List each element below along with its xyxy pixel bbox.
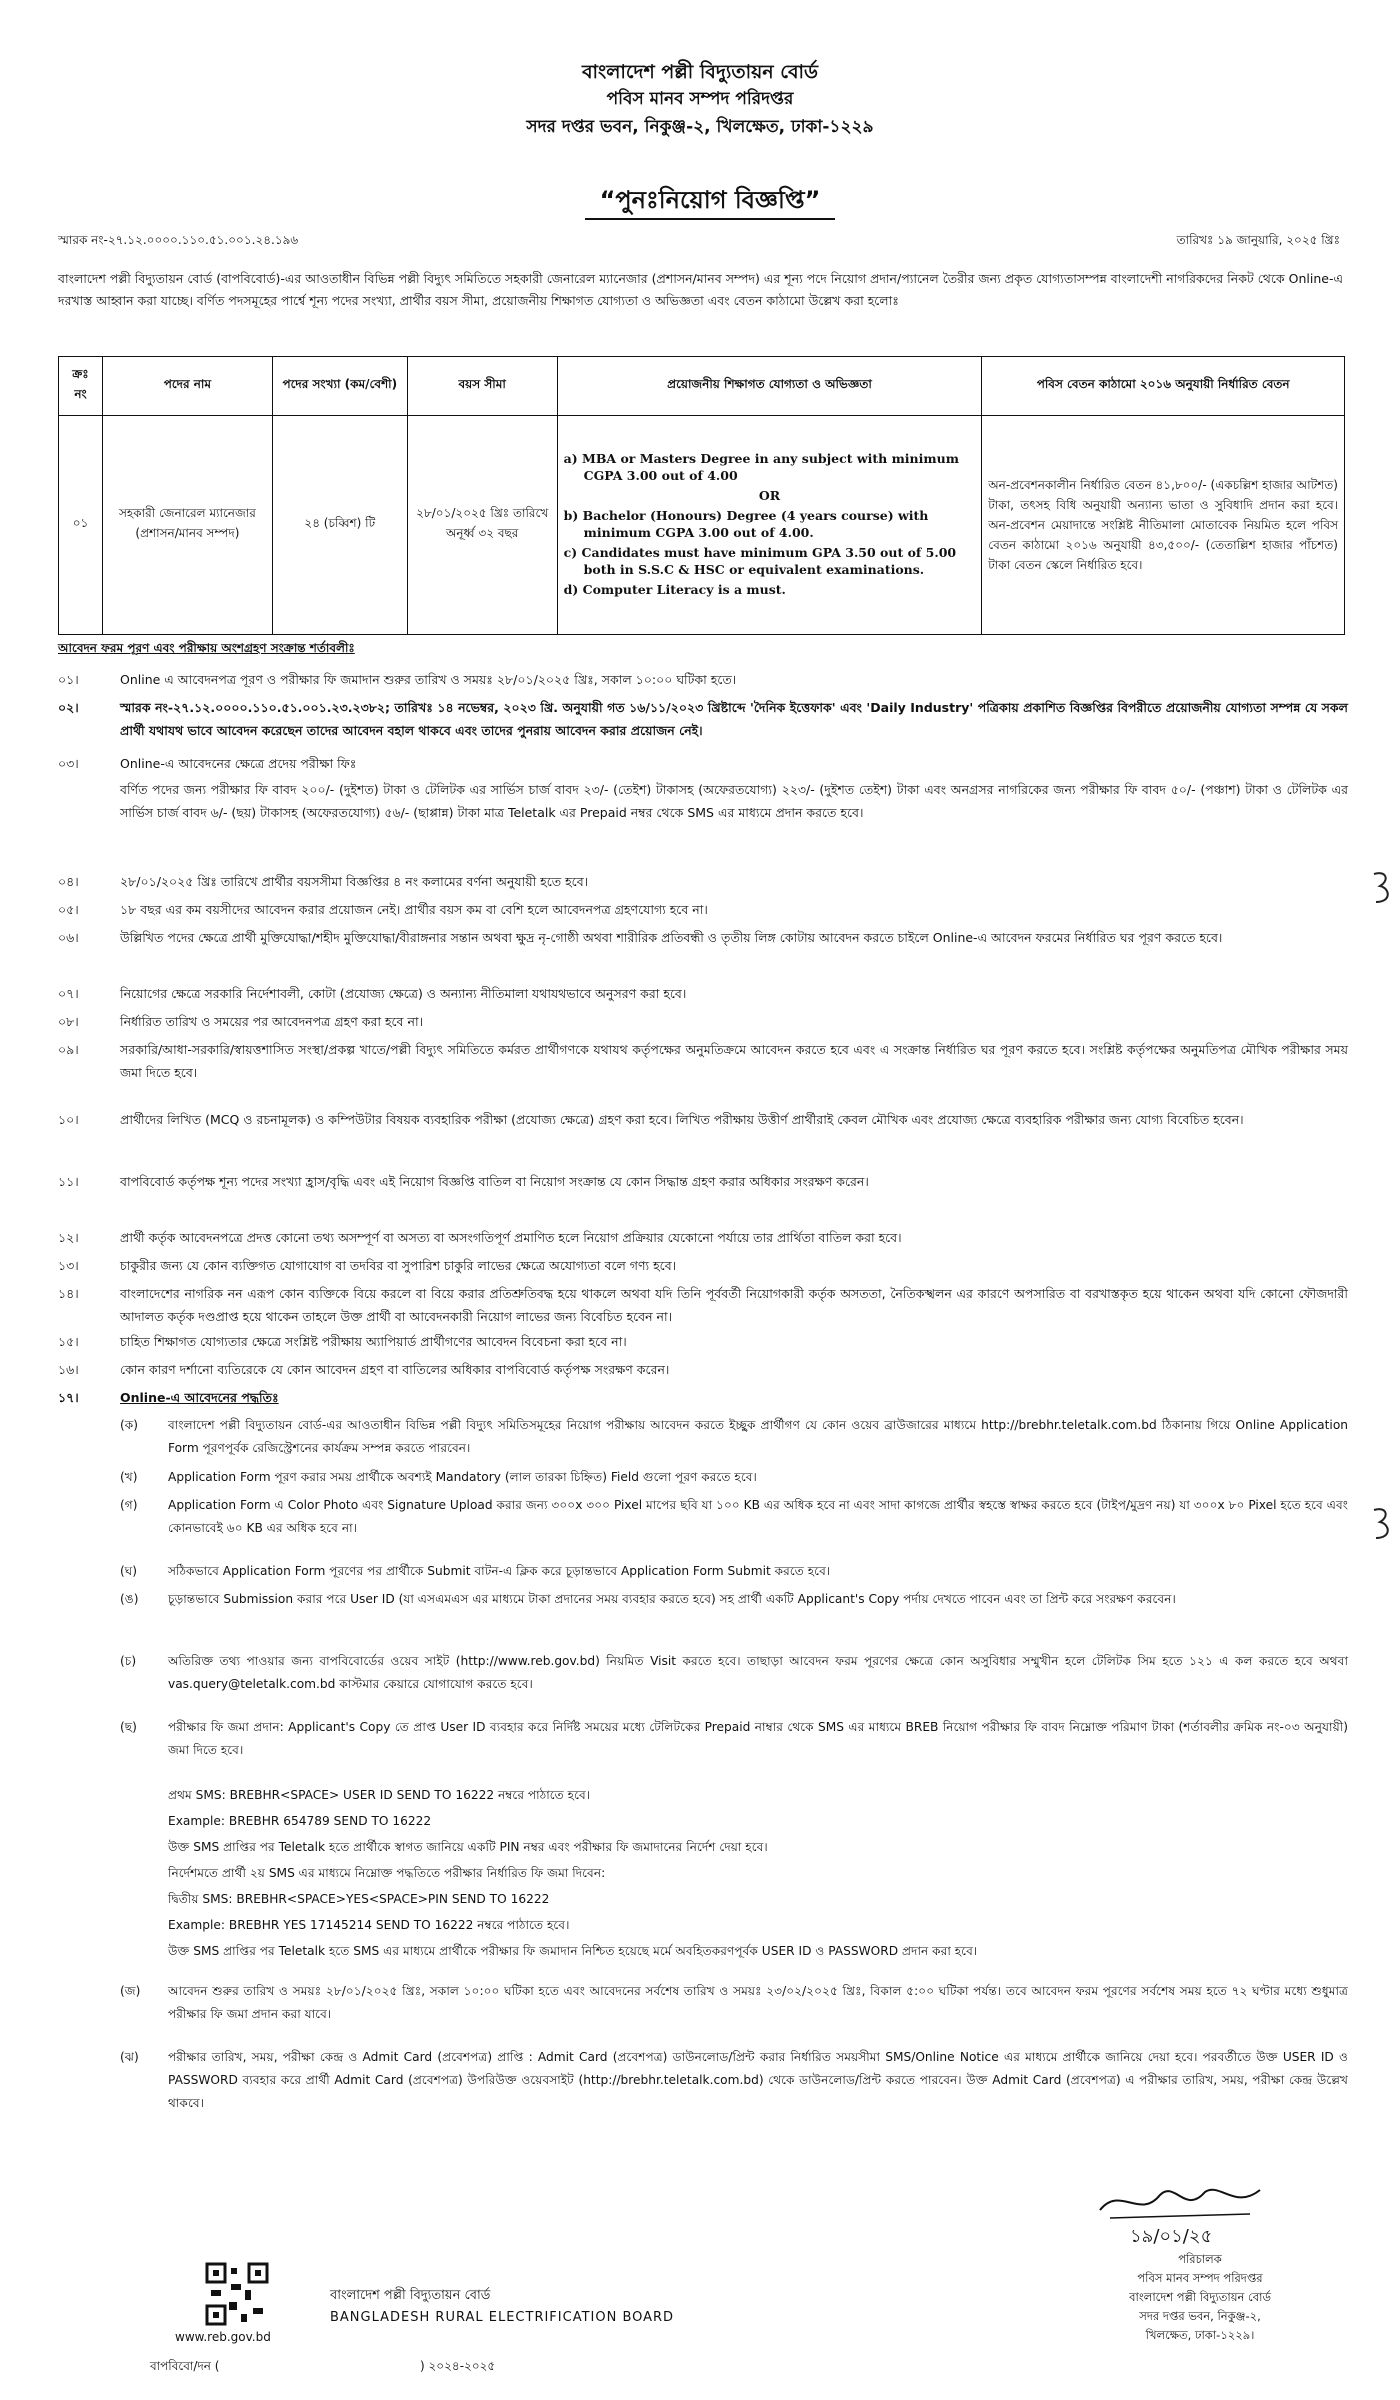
condition-item <box>58 1254 1348 1277</box>
signatory-organization: বাংলাদেশ পল্লী বিদ্যুতায়ন বোর্ড <box>1129 2290 1271 2304</box>
condition-number: ০৯। <box>58 1042 79 1057</box>
procedure-text: অতিরিক্ত তথ্য পাওয়ার জন্য বাপবিবোর্ডের ওয়েব সাইট (http://www.reb.gov.bd) নিয়মিত Visit করতে হবে। তাছাড়া আবেদন ফরম পূরণের ক্ষেত্রে কোন অসুবিধার সম্মুখীন হলে টেলিটক সিম হতে ১২১ এ কল করতে হবে অথবা vas.query@teletalk.com.bd কাস্টমার কেয়ারে যোগাযোগ করতে হবে। <box>168 1654 1348 1691</box>
condition-item <box>58 870 1348 893</box>
condition-number: ১৬। <box>58 1362 79 1377</box>
footer-website: www.reb.gov.bd <box>175 2330 271 2344</box>
condition-number: ১১। <box>58 1174 79 1189</box>
notice-title: “পুনঃনিয়োগ বিজ্ঞপ্তি” <box>599 186 821 214</box>
condition-number: ১০। <box>58 1112 79 1127</box>
condition-item <box>58 982 1348 1005</box>
condition-text: উল্লিখিত পদের ক্ষেত্রে প্রার্থী মুক্তিযোদ্ধা/শহীদ মুক্তিযোদ্ধা/বীরাঙ্গনার সন্তান অথবা ক্ষুদ্র নৃ-গোষ্ঠী অথবা শারীরিক প্রতিবন্ধী ও তৃতীয় লিঙ্গ কোটায় আবেদন করতে চাইলে Online-এ আবেদন ফরমের নির্ধারিত ঘর পূরণ করতে হবে। <box>120 930 1223 945</box>
condition-text: Online এ আবেদনপত্র পূরণ ও পরীক্ষার ফি জমাদান শুরুর তারিখ ও সময়ঃ ২৮/০১/২০২৫ খ্রিঃ, সকাল ১০:০০ ঘটিকা হতে। <box>120 672 737 687</box>
condition-number: ০৬। <box>58 930 79 945</box>
procedure-number: (খ) <box>120 1470 138 1484</box>
condition-item <box>58 778 1348 824</box>
condition-number: ০১। <box>58 672 79 687</box>
procedure-item <box>120 1980 1348 2026</box>
procedure-item <box>120 1888 1348 1911</box>
signature-mark <box>1090 2180 1270 2250</box>
condition-text: প্রার্থী কর্তৃক আবেদনপত্রে প্রদত্ত কোনো তথ্য অসম্পূর্ণ বা অসত্য বা অসংগতিপূর্ণ প্রমাণিত হলে নিয়োগ প্রক্রিয়ার যেকোনো পর্যায়ে তার প্রার্থিতা বাতিল করা হবে। <box>120 1230 902 1245</box>
condition-text: ১৮ বছর এর কম বয়সীদের আবেদন করার প্রয়োজন নেই। প্রার্থীর বয়স কম বা বেশি হলে আবেদনপত্র গ্রহণযোগ্য হবে না। <box>120 902 708 917</box>
condition-number: ১৫। <box>58 1334 79 1349</box>
procedure-item <box>120 1836 1348 1859</box>
cell-age-limit: ২৮/০১/২০২৫ খ্রিঃ তারিখে অনূর্ধ্ব ৩২ বছর <box>407 416 557 635</box>
procedure-number: (ঝ) <box>120 2050 139 2064</box>
condition-item <box>58 1170 1348 1193</box>
condition-text: বর্ণিত পদের জন্য পরীক্ষার ফি বাবদ ২০০/- (দুইশত) টাকা ও টেলিটক এর সার্ভিস চার্জ বাবদ ২৩/- (তেইশ) টাকাসহ (অফেরতযোগ্য) ২২৩/- (দুইশত তেইশ) টাকা এবং অনগ্রসর নাগরিকের জন্য পরীক্ষার ফি বাবদ ৫০/- (পঞ্চাশ) টাকা ও টেলিটক এর সার্ভিস চার্জ বাবদ ৬/- (ছয়) টাকাসহ (অফেরতযোগ্য) ৫৬/- (ছাপ্পান্ন) টাকা মাত্র Teletalk এর Prepaid নম্বর থেকে SMS এর মাধ্যমে প্রদান করতে হবে। <box>120 782 1348 820</box>
procedure-number: (ছ) <box>120 1720 137 1734</box>
condition-text: প্রার্থীদের লিখিত (MCQ ও রচনামূলক) ও কম্পিউটার বিষয়ক ব্যবহারিক পরীক্ষা (প্রযোজ্য ক্ষেত্রে) গ্রহণ করা হবে। লিখিত পরীক্ষায় উত্তীর্ণ প্রার্থীরাই কেবল মৌখিক এবং প্রযোজ্য ক্ষেত্রে ব্যবহারিক পরীক্ষার জন্য যোগ্য বিবেচিত হবেন। <box>120 1112 1244 1127</box>
cell-serial: ০১ <box>59 416 103 635</box>
condition-text: স্মারক নং-২৭.১২.০০০০.১১০.৫১.০০১.২৩.২৩৮২; তারিখঃ ১৪ নভেম্বর, ২০২৩ খ্রি. অনুযায়ী গত ১৬/১১/২০২৩ খ্রিষ্টাব্দে 'দৈনিক ইত্তেফাক' এবং 'Daily Industry' পত্রিকায় প্রকাশিত বিজ্ঞপ্তির বিপরীতে প্রয়োজনীয় যোগ্যতা সম্পন্ন যে সকল প্রার্থী যথাযথ ভাবে আবেদন করেছেন তাদের আবেদন বহাল থাকবে এবং তাদের পুনরায় আবেদন করার প্রয়োজন নেই। <box>120 700 1348 738</box>
procedure-item <box>120 1650 1348 1696</box>
procedure-text: পরীক্ষার ফি জমা প্রদান: Applicant's Copy তে প্রাপ্ত User ID ব্যবহার করে নির্দিষ্ট সময়ের মধ্যে টেলিটকের Prepaid নাম্বার থেকে SMS এর মাধ্যমে BREB নিয়োগ পরীক্ষার ফি বাবদ নিম্নোক্ত পরিমাণ টাকা (শর্তাবলীর ক্রমিক নং-০৩ অনুযায়ী) জমা দিতে হবে। <box>168 1720 1348 1757</box>
procedure-heading: Online-এ আবেদনের পদ্ধতিঃ <box>120 1390 279 1405</box>
condition-text: সরকারি/আধা-সরকারি/স্বায়ত্তশাসিত সংস্থা/প্রকল্প খাতে/পল্লী বিদ্যুৎ সমিতিতে কর্মরত প্রার্থীগণকে যথাযথ কর্তৃপক্ষের অনুমতিক্রমে আবেদন করতে হবে এবং এ সংক্রান্ত নির্ধারিত ঘর পূরণ করতে হবে। সংশ্লিষ্ট কর্তৃপক্ষের অনুমতিপত্র মৌখিক পরীক্ষার সময় জমা দিতে হবে। <box>120 1042 1348 1080</box>
sms-example: Example: BREBHR YES 17145214 SEND TO 16222 নম্বরে পাঠাতে হবে। <box>168 1918 570 1932</box>
qr-code-icon <box>205 2262 269 2326</box>
condition-item <box>58 1330 1348 1353</box>
footer-reference-label: বাপবিবো/দন ( <box>150 2359 220 2373</box>
procedure-number: (জ) <box>120 1984 141 1998</box>
sms-example: Example: BREBHR 654789 SEND TO 16222 <box>168 1814 432 1828</box>
sms-step: প্রথম SMS: BREBHR<SPACE> USER ID SEND TO 16222 নম্বরে পাঠাতে হবে। <box>168 1788 591 1802</box>
condition-number: ১৩। <box>58 1258 79 1273</box>
condition-item <box>58 696 1348 742</box>
cell-salary: অন-প্রবেশনকালীন নির্ধারিত বেতন ৪১,৮০০/- (একচল্লিশ হাজার আটশত) টাকা, তৎসহ বিধি অনুযায়ী অন্যান্য ভাতা ও সুবিধাদি প্রদান করা হবে। অন-প্রবেশন মেয়াদান্তে সংশ্লিষ্ট নীতিমালা মোতাবেক নিয়মিত হলে পবিস বেতন কাঠামো ২০১৬ অনুযায়ী ৪৩,৫০০/- (তেতাল্লিশ হাজার পাঁচশত) টাকা বেতন স্কেলে নির্ধারিত হবে। <box>982 416 1345 635</box>
procedure-text: Application Form পূরণ করার সময় প্রার্থীকে অবশ্যই Mandatory (লাল তারকা চিহ্নিত) Field গুলো পূরণ করতে হবে। <box>168 1470 757 1484</box>
title-underline <box>585 218 835 220</box>
col-post-count: পদের সংখ্যা (কম/বেশী) <box>272 357 407 416</box>
procedure-item <box>120 1560 1348 1583</box>
condition-text: ২৮/০১/২০২৫ খ্রিঃ তারিখে প্রার্থীর বয়সসীমা বিজ্ঞপ্তির ৪ নং কলামের বর্ণনা অনুযায়ী হতে হবে। <box>120 874 589 889</box>
procedure-item <box>120 1784 1348 1807</box>
condition-item <box>58 1038 1348 1084</box>
condition-text: চাহিত শিক্ষাগত যোগ্যতার ক্ষেত্রে সংশ্লিষ্ট পরীক্ষায় অ্যাপিয়ার্ড প্রার্থীগণের আবেদন বিবেচনা করা হবে না। <box>120 1334 627 1349</box>
procedure-item <box>120 1466 1348 1489</box>
address-heading: সদর দপ্তর ভবন, নিকুঞ্জ-২, খিলক্ষেত, ঢাকা-১২২৯ <box>526 117 874 137</box>
procedure-number: (ক) <box>120 1418 139 1432</box>
condition-text: নিয়োগের ক্ষেত্রে সরকারি নির্দেশাবলী, কোটা (প্রযোজ্য ক্ষেত্রে) ও অন্যান্য নীতিমালা যথাযথভাবে অনুসরণ করা হবে। <box>120 986 687 1001</box>
procedure-item <box>120 1940 1348 1963</box>
condition-item <box>58 668 1348 691</box>
procedure-item <box>120 1414 1348 1460</box>
condition-item <box>58 1282 1348 1328</box>
sms-step: দ্বিতীয় SMS: BREBHR<SPACE>YES<SPACE>PIN SEND TO 16222 <box>168 1892 550 1906</box>
qualification-item: c) Candidates must have minimum GPA 3.50 out of 5.00 both in S.S.C & HSC or equivalent examinations. <box>563 544 957 577</box>
condition-number: ০৫। <box>58 902 79 917</box>
condition-number: ০৪। <box>58 874 79 889</box>
col-salary: পবিস বেতন কাঠামো ২০১৬ অনুযায়ী নির্ধারিত বেতন <box>982 357 1345 416</box>
condition-text: বাপবিবোর্ড কর্তৃপক্ষ শূন্য পদের সংখ্যা হ্রাস/বৃদ্ধি এবং এই নিয়োগ বিজ্ঞপ্তি বাতিল বা নিয়োগ সংক্রান্ত যে কোন সিদ্ধান্ত গ্রহণ করার অধিকার সংরক্ষণ করেন। <box>120 1174 869 1189</box>
signatory-address: সদর দপ্তর ভবন, নিকুঞ্জ-২, <box>1139 2309 1261 2323</box>
col-qualification: প্রয়োজনীয় শিক্ষাগত যোগ্যতা ও অভিজ্ঞতা <box>557 357 982 416</box>
procedure-text: আবেদন শুরুর তারিখ ও সময়ঃ ২৮/০১/২০২৫ খ্রিঃ, সকাল ১০:০০ ঘটিকা হতে এবং আবেদনের সর্বশেষ তারিখ ও সময়ঃ ২৩/০২/২০২৫ খ্রিঃ, বিকাল ৫:০০ ঘটিকা পর্যন্ত। তবে আবেদন ফরম পূরণের সর্বশেষ সময় হতে ৭২ ঘণ্টার মধ্যে শুধুমাত্র পরীক্ষার ফি জমা প্রদান করা যাবে। <box>168 1984 1348 2021</box>
conditions-heading: আবেদন ফরম পূরণ এবং পরীক্ষায় অংশগ্রহণ সংক্রান্ত শর্তাবলীঃ <box>58 641 355 655</box>
col-serial: ক্রঃ নং <box>59 357 103 416</box>
condition-number: ০৭। <box>58 986 79 1001</box>
footer-reference-year: ) ২০২৪-২০২৫ <box>420 2359 496 2373</box>
condition-item <box>58 1108 1348 1131</box>
signatory-block <box>1070 2250 1330 2345</box>
footer-org-bangla: বাংলাদেশ পল্লী বিদ্যুতায়ন বোর্ড <box>330 2288 491 2303</box>
cell-qualification <box>557 416 982 635</box>
signatory-address: খিলক্ষেত, ঢাকা-১২২৯। <box>1145 2328 1255 2342</box>
table-header-row <box>59 357 1345 416</box>
cell-post-count: ২৪ (চব্বিশ) টি <box>272 416 407 635</box>
procedure-item <box>120 1716 1348 1762</box>
department-heading: পবিস মানব সম্পদ পরিদপ্তর <box>606 89 794 109</box>
procedure-text: বাংলাদেশ পল্লী বিদ্যুতায়ন বোর্ড-এর আওতাধীন বিভিন্ন পল্লী বিদ্যুৎ সমিতিসমূহের নিয়োগ পরীক্ষায় আবেদন করতে ইচ্ছুক প্রার্থীগণ যে কোন ওয়েব ব্রাউজারের মাধ্যমে http://brebhr.teletalk.com.bd ঠিকানায় গিয়ে Online Application Form পূরণপূর্বক রেজিস্ট্রেশনের কার্যক্রম সম্পন্ন করতে পারবেন। <box>168 1418 1348 1455</box>
margin-initial-mark <box>1370 1504 1396 1544</box>
condition-item <box>58 1226 1348 1249</box>
procedure-item <box>120 1810 1348 1833</box>
col-age-limit: বয়স সীমা <box>407 357 557 416</box>
procedure-item <box>120 1588 1348 1611</box>
condition-item <box>58 1358 1348 1381</box>
signatory-designation: পরিচালক <box>1178 2252 1222 2266</box>
procedure-text: উক্ত SMS প্রাপ্তির পর Teletalk হতে প্রার্থীকে স্বাগত জানিয়ে একটি PIN নম্বর এবং পরীক্ষার ফি জমাদানের নির্দেশ দেয়া হবে। <box>168 1840 768 1854</box>
table-row <box>59 416 1345 635</box>
margin-initial-mark <box>1370 868 1396 908</box>
procedure-number: (গ) <box>120 1498 138 1512</box>
qualification-or: OR <box>758 487 781 503</box>
procedure-item <box>120 2046 1348 2115</box>
qualification-item: d) Computer Literacy is a must. <box>563 581 786 597</box>
condition-text: কোন কারণ দর্শানো ব্যতিরেকে যে কোন আবেদন গ্রহণ বা বাতিলের অধিকার বাপবিবোর্ড কর্তৃপক্ষ সংরক্ষণ করেন। <box>120 1362 670 1377</box>
footer-org-english: BANGLADESH RURAL ELECTRIFICATION BOARD <box>330 2310 675 2325</box>
condition-number: ১৭। <box>58 1390 79 1405</box>
condition-number: ০২। <box>58 700 79 715</box>
procedure-text: সঠিকভাবে Application Form পূরণের পর প্রার্থীকে Submit বাটন-এ ক্লিক করে চূড়ান্তভাবে Application Form Submit করতে হবে। <box>168 1564 831 1578</box>
post-table <box>58 356 1345 635</box>
memo-number: স্মারক নং-২৭.১২.০০০০.১১০.৫১.০০১.২৪.১৯৬ <box>58 233 299 247</box>
notice-date: তারিখঃ ১৯ জানুয়ারি, ২০২৫ খ্রিঃ <box>1176 233 1340 247</box>
procedure-text: Application Form এ Color Photo এবং Signature Upload করার জন্য ৩০০x ৩০০ Pixel মাপের ছবি যা ১০০ KB এর অধিক হবে না এবং সাদা কাগজে প্রার্থীর স্বহস্তে স্বাক্ষর করতে হবে (টাইপ/মুদ্রণ নয়) যা ৩০০x ৮০ Pixel হতে হবে এবং কোনভাবেই ৬০ KB এর অধিক হবে না। <box>168 1498 1348 1535</box>
procedure-text: পরীক্ষার তারিখ, সময়, পরীক্ষা কেন্দ্র ও Admit Card (প্রবেশপত্র) প্রাপ্তি : Admit Card (প্রবেশপত্র) ডাউনলোড/প্রিন্ট করার নির্ধারিত সময়সীমা SMS/Online Notice এর মাধ্যমে প্রার্থীকে জানিয়ে দেয়া হবে। পরবর্তীতে উক্ত USER ID ও PASSWORD ব্যবহার করে প্রার্থী Admit Card (প্রবেশপত্র) উপরিউক্ত ওয়েবসাইট (http://brebhr.teletalk.com.bd) থেকে ডাউনলোড/প্রিন্ট করতে পারবেন। উক্ত Admit Card (প্রবেশপত্র) এ পরীক্ষার তারিখ, সময়, পরীক্ষা কেন্দ্র উল্লেখ থাকবে। <box>168 2050 1348 2110</box>
condition-item <box>58 926 1348 949</box>
condition-text: Online-এ আবেদনের ক্ষেত্রে প্রদেয় পরীক্ষা ফিঃ <box>120 756 357 771</box>
procedure-number: (চ) <box>120 1654 137 1668</box>
condition-text: চাকুরীর জন্য যে কোন ব্যক্তিগত যোগাযোগ বা তদবির বা সুপারিশ চাকুরি লাভের ক্ষেত্রে অযোগ্যতা বলে গণ্য হবে। <box>120 1258 677 1273</box>
procedure-number: (ঘ) <box>120 1564 138 1578</box>
procedure-number: (ঙ) <box>120 1592 139 1606</box>
condition-item <box>58 898 1348 921</box>
cell-post-name: সহকারী জেনারেল ম্যানেজার (প্রশাসন/মানব সম্পদ) <box>102 416 272 635</box>
col-post-name: পদের নাম <box>102 357 272 416</box>
condition-text: নির্ধারিত তারিখ ও সময়ের পর আবেদনপত্র গ্রহণ করা হবে না। <box>120 1014 424 1029</box>
condition-item <box>58 752 1348 775</box>
condition-number: ১২। <box>58 1230 79 1245</box>
condition-item <box>58 1386 1348 1409</box>
procedure-item <box>120 1862 1348 1885</box>
condition-item <box>58 1010 1348 1033</box>
condition-number: ০৮। <box>58 1014 79 1029</box>
procedure-item <box>120 1494 1348 1540</box>
signature-date: ১৯/০১/২৫ <box>1130 2226 1213 2247</box>
procedure-text: চূড়ান্তভাবে Submission করার পরে User ID (যা এসএমএস এর মাধ্যমে টাকা প্রদানের সময় ব্যবহার করতে হবে) সহ প্রার্থী একটি Applicant's Copy পর্দায় দেখতে পাবেন এবং তা প্রিন্ট করে সংরক্ষণ করবেন। <box>168 1592 1176 1606</box>
procedure-text: নির্দেশমতে প্রার্থী ২য় SMS এর মাধ্যমে নিম্নোক্ত পদ্ধতিতে পরীক্ষার নির্ধারিত ফি জমা দিবেন: <box>168 1866 606 1880</box>
qualification-list <box>564 450 976 598</box>
intro-paragraph: বাংলাদেশ পল্লী বিদ্যুতায়ন বোর্ড (বাপবিবোর্ড)-এর আওতাধীন বিভিন্ন পল্লী বিদ্যুৎ সমিতিতে সহকারী জেনারেল ম্যানেজার (প্রশাসন/মানব সম্পদ) এর শূন্য পদে নিয়োগ প্রদান/প্যানেল তৈরীর জন্য প্রকৃত যোগ্যতাসম্পন্ন বাংলাদেশী নাগরিকদের নিকট থেকে Online-এ দরখাস্ত আহ্বান করা যাচ্ছে। বর্ণিত পদসমূহের পার্শ্বে শূন্য পদের সংখ্যা, প্রার্থীর বয়স সীমা, প্রয়োজনীয় শিক্ষাগত যোগ্যতা ও অভিজ্ঞতা এবং বেতন কাঠামো উল্লেখ করা হলোঃ <box>58 271 1343 308</box>
qualification-item: b) Bachelor (Honours) Degree (4 years course) with minimum CGPA 3.00 out of 4.00. <box>563 507 929 540</box>
condition-number: ০৩। <box>58 756 79 771</box>
procedure-item <box>120 1914 1348 1937</box>
procedure-text: উক্ত SMS প্রাপ্তির পর Teletalk হতে SMS এর মাধ্যমে প্রার্থীকে পরীক্ষার ফি জমাদান নিশ্চিত হয়েছে মর্মে অবহিতকরণপূর্বক USER ID ও PASSWORD প্রদান করা হবে। <box>168 1944 978 1958</box>
qualification-item: a) MBA or Masters Degree in any subject with minimum CGPA 3.00 out of 4.00 <box>563 450 959 483</box>
condition-text: বাংলাদেশের নাগরিক নন এরূপ কোন ব্যক্তিকে বিয়ে করলে বা বিয়ে করার প্রতিশ্রুতিবদ্ধ হয়ে থাকলে অথবা যদি তিনি পূর্ববর্তী নিয়োগকারী কর্তৃক অসততা, নৈতিকস্খলন এর কারণে অপসারিত বা বরখাস্তকৃত হয়ে থাকেন অথবা যদি কোনো ফৌজদারী আদালত কর্তৃক দণ্ডপ্রাপ্ত হয়ে থাকেন তাহলে উক্ত প্রার্থী বা আবেদনকারী নিয়োগ লাভের জন্য বিবেচিত হবেন না। <box>120 1286 1348 1324</box>
signatory-department: পবিস মানব সম্পদ পরিদপ্তর <box>1137 2271 1263 2285</box>
condition-number: ১৪। <box>58 1286 79 1301</box>
org-name-heading: বাংলাদেশ পল্লী বিদ্যুতায়ন বোর্ড <box>581 61 819 83</box>
